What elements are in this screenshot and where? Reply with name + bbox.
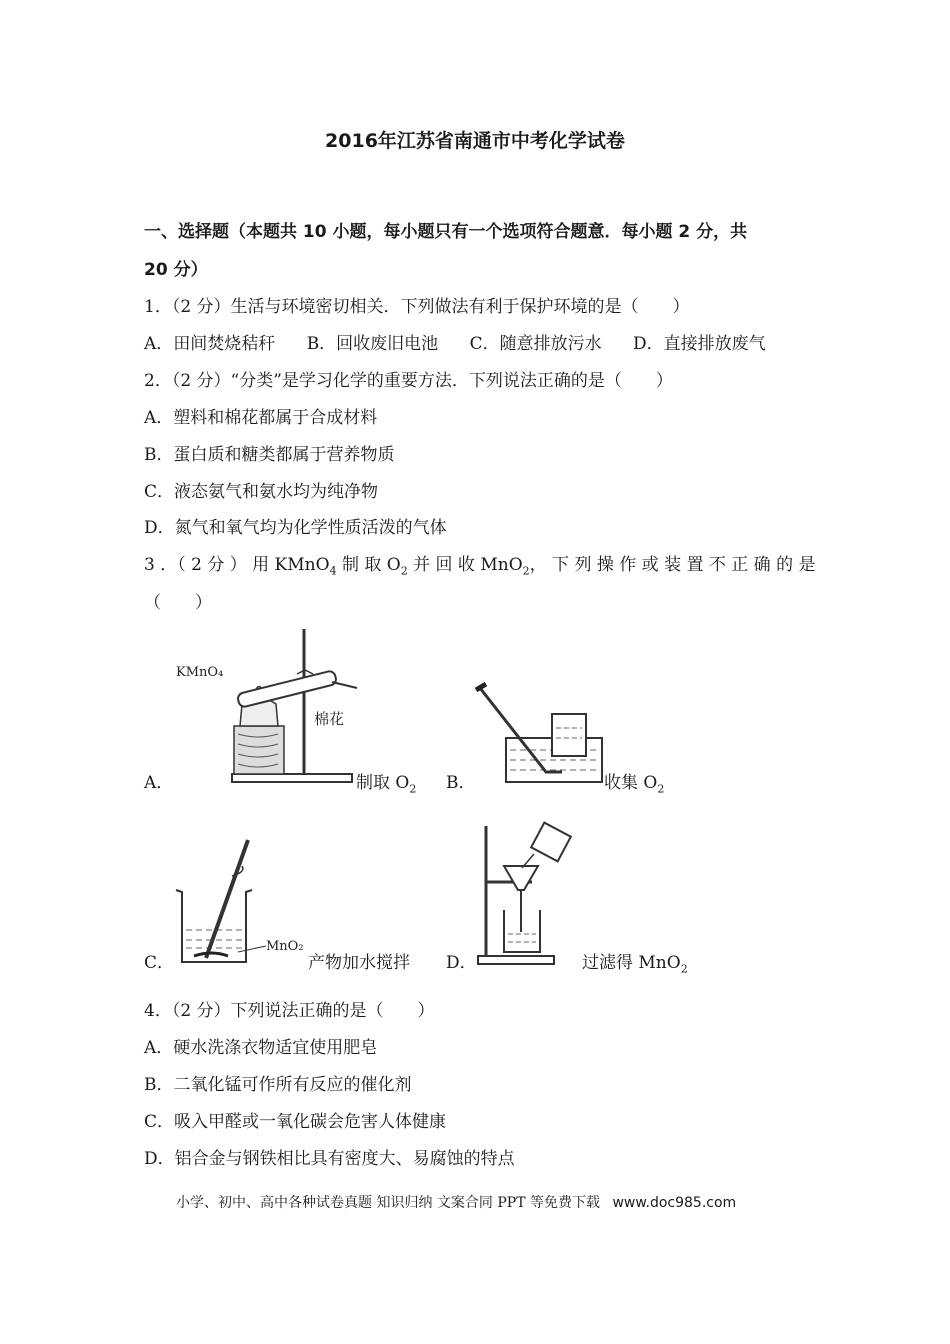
question-4-option-d: D．铝合金与钢铁相比具有密度大、易腐蚀的特点 [144, 1149, 515, 1169]
footer-text: 小学、初中、高中各种试卷真题 知识归纳 文案合同 PPT 等免费下载 [176, 1195, 600, 1211]
question-3-answer-paren: （ ） [144, 593, 212, 613]
option-a: A．田间焚烧秸秆 [144, 334, 276, 354]
kmno4-label: KMnO₄ [176, 665, 224, 680]
option-c: C．随意排放污水 [469, 334, 602, 354]
question-2-option-d: D．氮气和氧气均为化学性质活泼的气体 [144, 518, 447, 538]
option-b: B．回收废旧电池 [306, 334, 439, 354]
question-4-stem: 4．（2 分）下列说法正确的是（ ） [144, 1001, 435, 1021]
question-4-option-a: A．硬水洗涤衣物适宜使用肥皂 [144, 1038, 378, 1058]
figure-a-caption: 制取 $O_2$ [356, 773, 417, 796]
figure-c-beaker-stirring [168, 834, 318, 970]
question-2-option-c: C．液态氨气和氨水均为纯净物 [144, 482, 379, 502]
figure-c-caption: 产物加水搅拌 [308, 953, 410, 973]
question-1-stem: 1．（2 分）生活与环境密切相关．下列做法有利于保护环境的是（ ） [144, 297, 690, 317]
mno2-label: MnO₂ [266, 939, 304, 954]
figure-b-gas-collection [470, 680, 610, 790]
question-1-options [144, 329, 792, 354]
figure-a-letter: A． [144, 773, 174, 793]
section-heading-cont: 20 分） [144, 260, 208, 280]
figure-d-caption: 过滤得 MnO$_2$ [582, 953, 688, 976]
question-3-stem: 3 ．（ 2 分 ） 用 KMnO$_4$ 制 取 $O_2$ 并 回 收 MnO$_2$， 下 列 操 作 或 装 置 不 正 确 的 是 [144, 555, 816, 578]
figure-b-caption: 收集 $O_2$ [604, 773, 665, 796]
footer-link[interactable]: www.doc985.com [612, 1195, 737, 1211]
question-2-option-b: B．蛋白质和糖类都属于营养物质 [144, 445, 395, 465]
question-4-option-c: C．吸入甲醛或一氧化碳会危害人体健康 [144, 1112, 447, 1132]
figure-d-filtration-apparatus [474, 818, 578, 970]
question-4-option-b: B．二氧化锰可作所有反应的催化剂 [144, 1075, 412, 1095]
question-2-option-a: A．塑料和棉花都属于合成材料 [144, 408, 378, 428]
option-d: D．直接排放废气 [633, 334, 766, 354]
figure-b-letter: B． [446, 773, 476, 793]
figure-c-letter: C． [144, 953, 175, 973]
question-2-stem: 2．（2 分）“分类”是学习化学的重要方法．下列说法正确的是（ ） [144, 371, 673, 391]
figure-d-letter: D． [446, 953, 477, 973]
figure-a-heating-apparatus [172, 624, 362, 790]
section-heading: 一、选择题（本题共 10 小题，每小题只有一个选项符合题意．每小题 2 分，共 [144, 222, 748, 242]
page-title: 2016年江苏省南通市中考化学试卷 [325, 130, 625, 152]
page-footer [176, 1192, 736, 1212]
cotton-label: 棉花 [314, 710, 345, 728]
